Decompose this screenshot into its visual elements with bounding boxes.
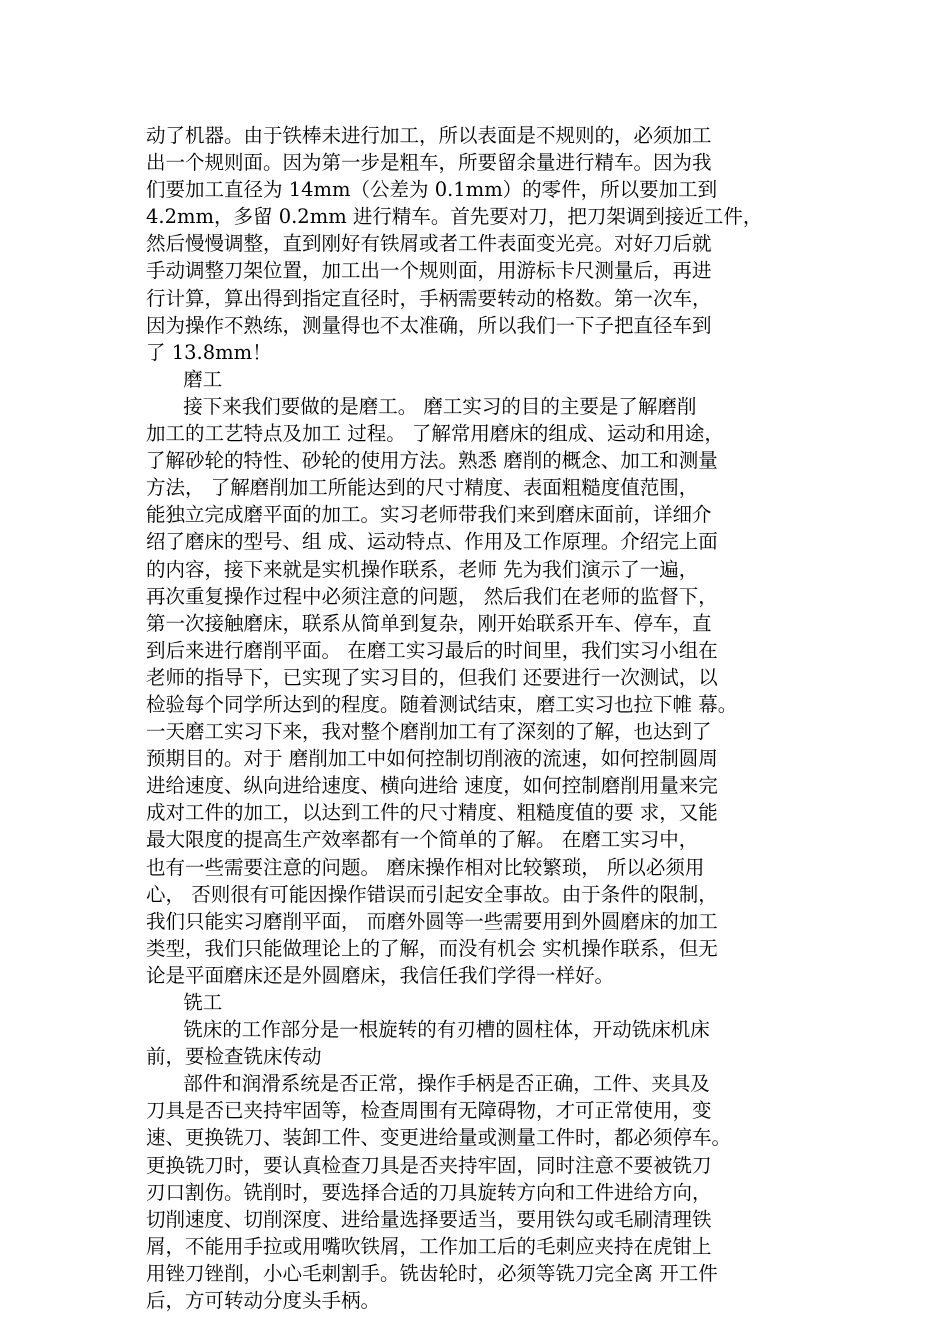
heading-text: 磨工: [146, 367, 223, 391]
text-line: 进给速度、纵向进给速度、横向进给 速度，如何控制磨削用量来完: [146, 774, 718, 798]
text-line: 我们只能实习磨削平面， 而磨外圆等一些需要用到外圆磨床的加工: [146, 909, 718, 933]
text-line: 心， 否则很有可能因操作错误而引起安全事故。由于条件的限制，: [146, 882, 718, 906]
text-line: 再次重复操作过程中必须注意的问题， 然后我们在老师的监督下，: [146, 584, 718, 608]
text-line: 检验每个同学所达到的程度。随着测试结束，磨工实习也拉下帷 幕。: [146, 692, 738, 716]
text-line: 前，要检查铣床传动: [146, 1045, 322, 1069]
section-heading-milling: [146, 989, 816, 1016]
text-line: 动了机器。由于铁棒未进行加工，所以表面是不规则的，必须加工: [146, 124, 712, 147]
text-line: 速、更换铣刀、装卸工件、变更进给量或测量工件时，都必须停车。: [146, 1126, 732, 1150]
paragraph-milling-intro: [146, 1016, 816, 1070]
text-line: 4.2mm，多留 0.2mm 进行精车。首先要对刀，把刀架调到接近工件，: [146, 205, 763, 229]
text-line: 后，方可转动分度头手柄。: [146, 1289, 381, 1313]
text-line: 方法， 了解磨削加工所能达到的尺寸精度、表面粗糙度值范围，: [146, 476, 699, 500]
text-line: 论是平面磨床还是外圆磨床，我信任我们学得一样好。: [146, 963, 615, 987]
text-line: 成对工件的加工，以达到工件的尺寸精度、粗糙度值的要 求，又能: [146, 801, 718, 825]
text-line: 屑，不能用手拉或用嘴吹铁屑，工作加工后的毛刺应夹持在虎钳上: [146, 1234, 712, 1258]
text-line: 手动调整刀架位置，加工出一个规则面，用游标卡尺测量后，再进: [146, 259, 712, 283]
text-line: 加工的工艺特点及加工 过程。 了解常用磨床的组成、运动和用途，: [146, 422, 724, 446]
text-line: 老师的指导下，已实现了实习目的，但我们 还要进行一次测试，以: [146, 665, 718, 689]
paragraph-grinding: [146, 393, 816, 989]
text-line: 们要加工直径为 14mm（公差为 0.1mm）的零件，所以要加工到: [146, 178, 718, 202]
text-line: 的内容，接下来就是实机操作联系，老师 先为我们演示了一遍，: [146, 557, 699, 581]
text-line: 行计算，算出得到指定直径时，手柄需要转动的格数。第一次车，: [146, 286, 712, 310]
text-line: 第一次接触磨床，联系从简单到复杂，刚开始联系开车、停车，直: [146, 611, 712, 635]
paragraph-milling-safety: [146, 1070, 816, 1314]
text-line: 类型，我们只能做理论上的了解，而没有机会 实机操作联系，但无: [146, 936, 718, 960]
section-heading-grinding: [146, 366, 816, 393]
text-line: 一天磨工实习下来，我对整个磨削加工有了深刻的了解，也达到了: [146, 720, 712, 744]
document-page: [146, 122, 816, 1314]
text-line: 部件和润滑系统是否正常，操作手柄是否正确，工件、夹具及: [146, 1072, 710, 1096]
text-line: 因为操作不熟练，测量得也不太准确，所以我们一下子把直径车到: [146, 313, 712, 337]
text-line: 预期目的。对于 磨削加工中如何控制切削液的流速，如何控制圆周: [146, 747, 718, 771]
heading-text: 铣工: [146, 991, 223, 1014]
paragraph-turning: [146, 122, 816, 366]
text-line: 刀具是否已夹持牢固等，检查周围有无障碍物，才可正常使用，变: [146, 1099, 712, 1123]
text-line: 刃口割伤。铣削时，要选择合适的刀具旋转方向和工件进给方向，: [146, 1180, 712, 1204]
text-line: 铣床的工作部分是一根旋转的有刃槽的圆柱体，开动铣床机床: [146, 1018, 710, 1042]
text-line: 更换铣刀时，要认真检查刀具是否夹持牢固，同时注意不要被铣刀: [146, 1153, 712, 1177]
text-line: 切削速度、切削深度、进给量选择要适当，要用铁勾或毛刷清理铁: [146, 1207, 712, 1231]
text-line: 绍了磨床的型号、组 成、运动特点、作用及工作原理。介绍完上面: [146, 530, 718, 554]
text-line: 了解砂轮的特性、砂轮的使用方法。熟悉 磨削的概念、加工和测量: [146, 449, 718, 473]
text-line: 用锉刀锉削，小心毛刺割手。铣齿轮时，必须等铣刀完全离 开工件: [146, 1261, 718, 1285]
text-line: 接下来我们要做的是磨工。 磨工实习的目的主要是了解磨削: [146, 394, 697, 418]
text-line: 了 13.8mm！: [146, 340, 272, 364]
text-line: 出一个规则面。因为第一步是粗车，所要留余量进行精车。因为我: [146, 151, 712, 175]
text-line: 也有一些需要注意的问题。 磨床操作相对比较繁琐， 所以必须用: [146, 855, 705, 879]
text-line: 能独立完成磨平面的加工。实习老师带我们来到磨床面前，详细介: [146, 503, 712, 527]
text-line: 到后来进行磨削平面。 在磨工实习最后的时间里，我们实习小组在: [146, 638, 718, 662]
text-line: 然后慢慢调整，直到刚好有铁屑或者工件表面变光亮。对好刀后就: [146, 232, 712, 256]
text-line: 最大限度的提高生产效率都有一个简单的了解。 在磨工实习中，: [146, 828, 699, 852]
